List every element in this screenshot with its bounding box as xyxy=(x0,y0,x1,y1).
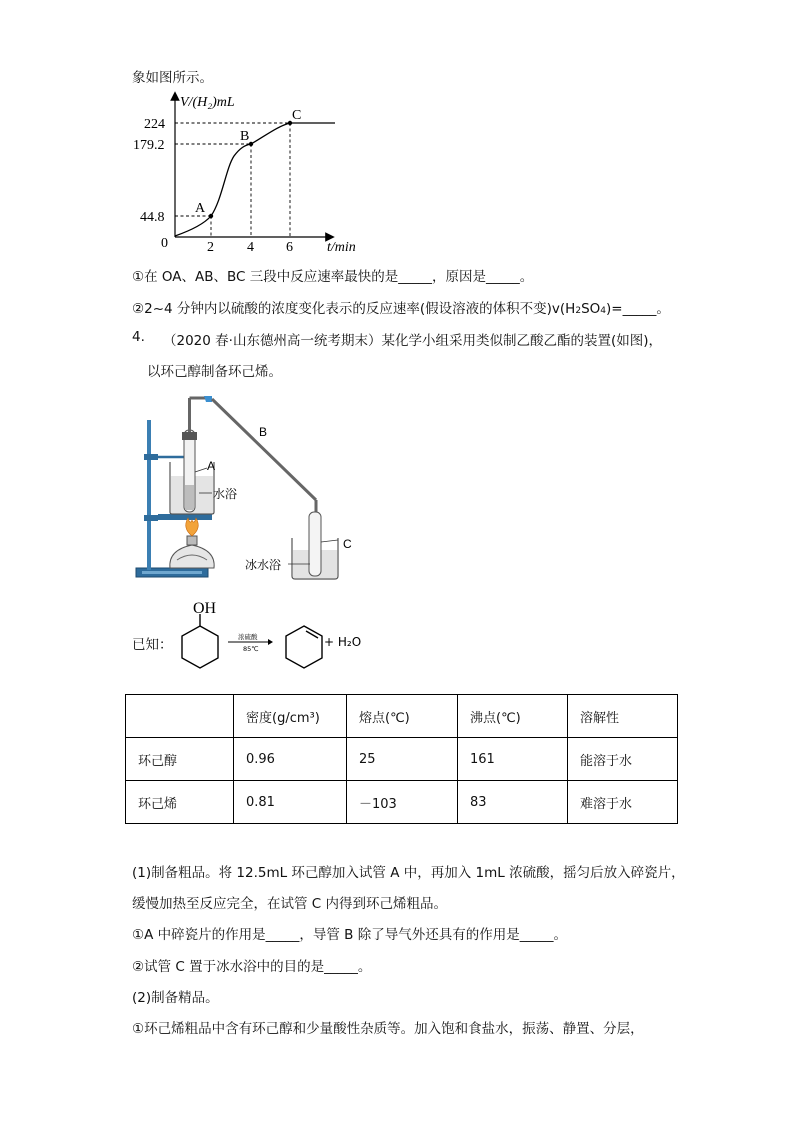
q3-sub2: ②2~4 分钟内以硫酸的浓度变化表示的反应速率(假设溶液的体积不变)v(H2SO4)=_____。 xyxy=(132,301,670,317)
point-b-label: B xyxy=(240,129,250,144)
water-product: + H₂O xyxy=(324,635,362,649)
reaction-scheme xyxy=(172,598,372,686)
oh-label: OH xyxy=(193,600,217,617)
table-row xyxy=(126,781,678,824)
part1-sub2: ②试管 C 置于冰水浴中的目的是_____。 xyxy=(132,959,372,975)
table-header-cell: 密度(g/cm³) xyxy=(234,695,347,738)
point-b xyxy=(249,142,253,146)
y-tick-224: 224 xyxy=(144,117,165,132)
test-tube-c xyxy=(309,512,321,576)
label-water-bath: 水浴 xyxy=(213,487,238,501)
q4-line1: （2020 春·山东德州高一统考期末）某化学小组采用类似制乙酸乙酯的装置(如图)， xyxy=(163,333,662,349)
table-cell: 161 xyxy=(458,738,568,781)
point-a xyxy=(209,214,213,218)
cyclohexene-ring xyxy=(286,626,322,668)
flame xyxy=(186,518,199,536)
q4-line2: 以环己醇制备环己烯。 xyxy=(147,364,282,380)
part1-line1: (1)制备粗品。将 12.5mL 环己醇加入试管 A 中，再加入 1mL 浓硫酸，摇匀后放入碎瓷片， xyxy=(132,865,685,881)
x-tick-2: 2 xyxy=(207,240,214,255)
temperature-label: 85℃ xyxy=(243,645,259,653)
stand-rod xyxy=(147,420,151,570)
table-cell: 环己醇 xyxy=(126,738,234,781)
known-label: 已知： xyxy=(132,637,173,653)
label-c: C xyxy=(343,537,352,551)
y-tick-44: 44.8 xyxy=(140,210,165,225)
table-cell: 25 xyxy=(347,738,458,781)
table-header-cell xyxy=(126,695,234,738)
part2-heading: (2)制备精品。 xyxy=(132,990,219,1006)
table-header-cell: 熔点(℃) xyxy=(347,695,458,738)
origin-label: 0 xyxy=(161,236,168,251)
y-tick-179: 179.2 xyxy=(133,138,165,153)
point-c-label: C xyxy=(292,108,302,123)
table-cell: 83 xyxy=(458,781,568,824)
table-row xyxy=(126,738,678,781)
table-header-row xyxy=(126,695,678,738)
apparatus-diagram xyxy=(132,390,372,582)
q4-number: 4. xyxy=(132,329,145,345)
table-cell: 0.81 xyxy=(234,781,347,824)
table-cell: 环己烯 xyxy=(126,781,234,824)
volume-curve xyxy=(175,123,335,236)
point-a-label: A xyxy=(195,201,206,216)
cyclohexanol-ring xyxy=(182,626,218,668)
table-header-cell: 溶解性 xyxy=(568,695,678,738)
part2-sub1: ①环己烯粗品中含有环己醇和少量酸性杂质等。加入饱和食盐水，振荡、静置、分层， xyxy=(132,1021,644,1037)
table-cell: 难溶于水 xyxy=(568,781,678,824)
x-axis-label: t/min xyxy=(327,240,356,255)
part1-sub1: ①A 中碎瓷片的作用是_____，导管 B 除了导气外还具有的作用是_____。 xyxy=(132,927,567,943)
x-tick-6: 6 xyxy=(286,240,293,255)
label-ice-bath: 冰水浴 xyxy=(245,558,282,572)
table-header-cell: 沸点(℃) xyxy=(458,695,568,738)
property-table xyxy=(125,694,678,824)
table-cell: 0.96 xyxy=(234,738,347,781)
table-cell: －103 xyxy=(347,781,458,824)
q3-sub1: ①在 OA、AB、BC 三段中反应速率最快的是_____，原因是_____。 xyxy=(132,269,534,285)
table-cell: 能溶于水 xyxy=(568,738,678,781)
label-a: A xyxy=(207,459,216,473)
volume-time-graph xyxy=(130,88,380,258)
reagent-label: 浓硫酸 xyxy=(238,633,258,641)
y-axis-label: V/(H₂)mL xyxy=(180,95,235,110)
alcohol-lamp xyxy=(170,545,214,568)
label-b: B xyxy=(259,425,268,439)
x-tick-4: 4 xyxy=(247,240,254,255)
intro-line: 象如图所示。 xyxy=(132,70,213,86)
part1-line2: 缓慢加热至反应完全，在试管 C 内得到环己烯粗品。 xyxy=(132,896,448,912)
delivery-tube-b xyxy=(212,399,316,500)
